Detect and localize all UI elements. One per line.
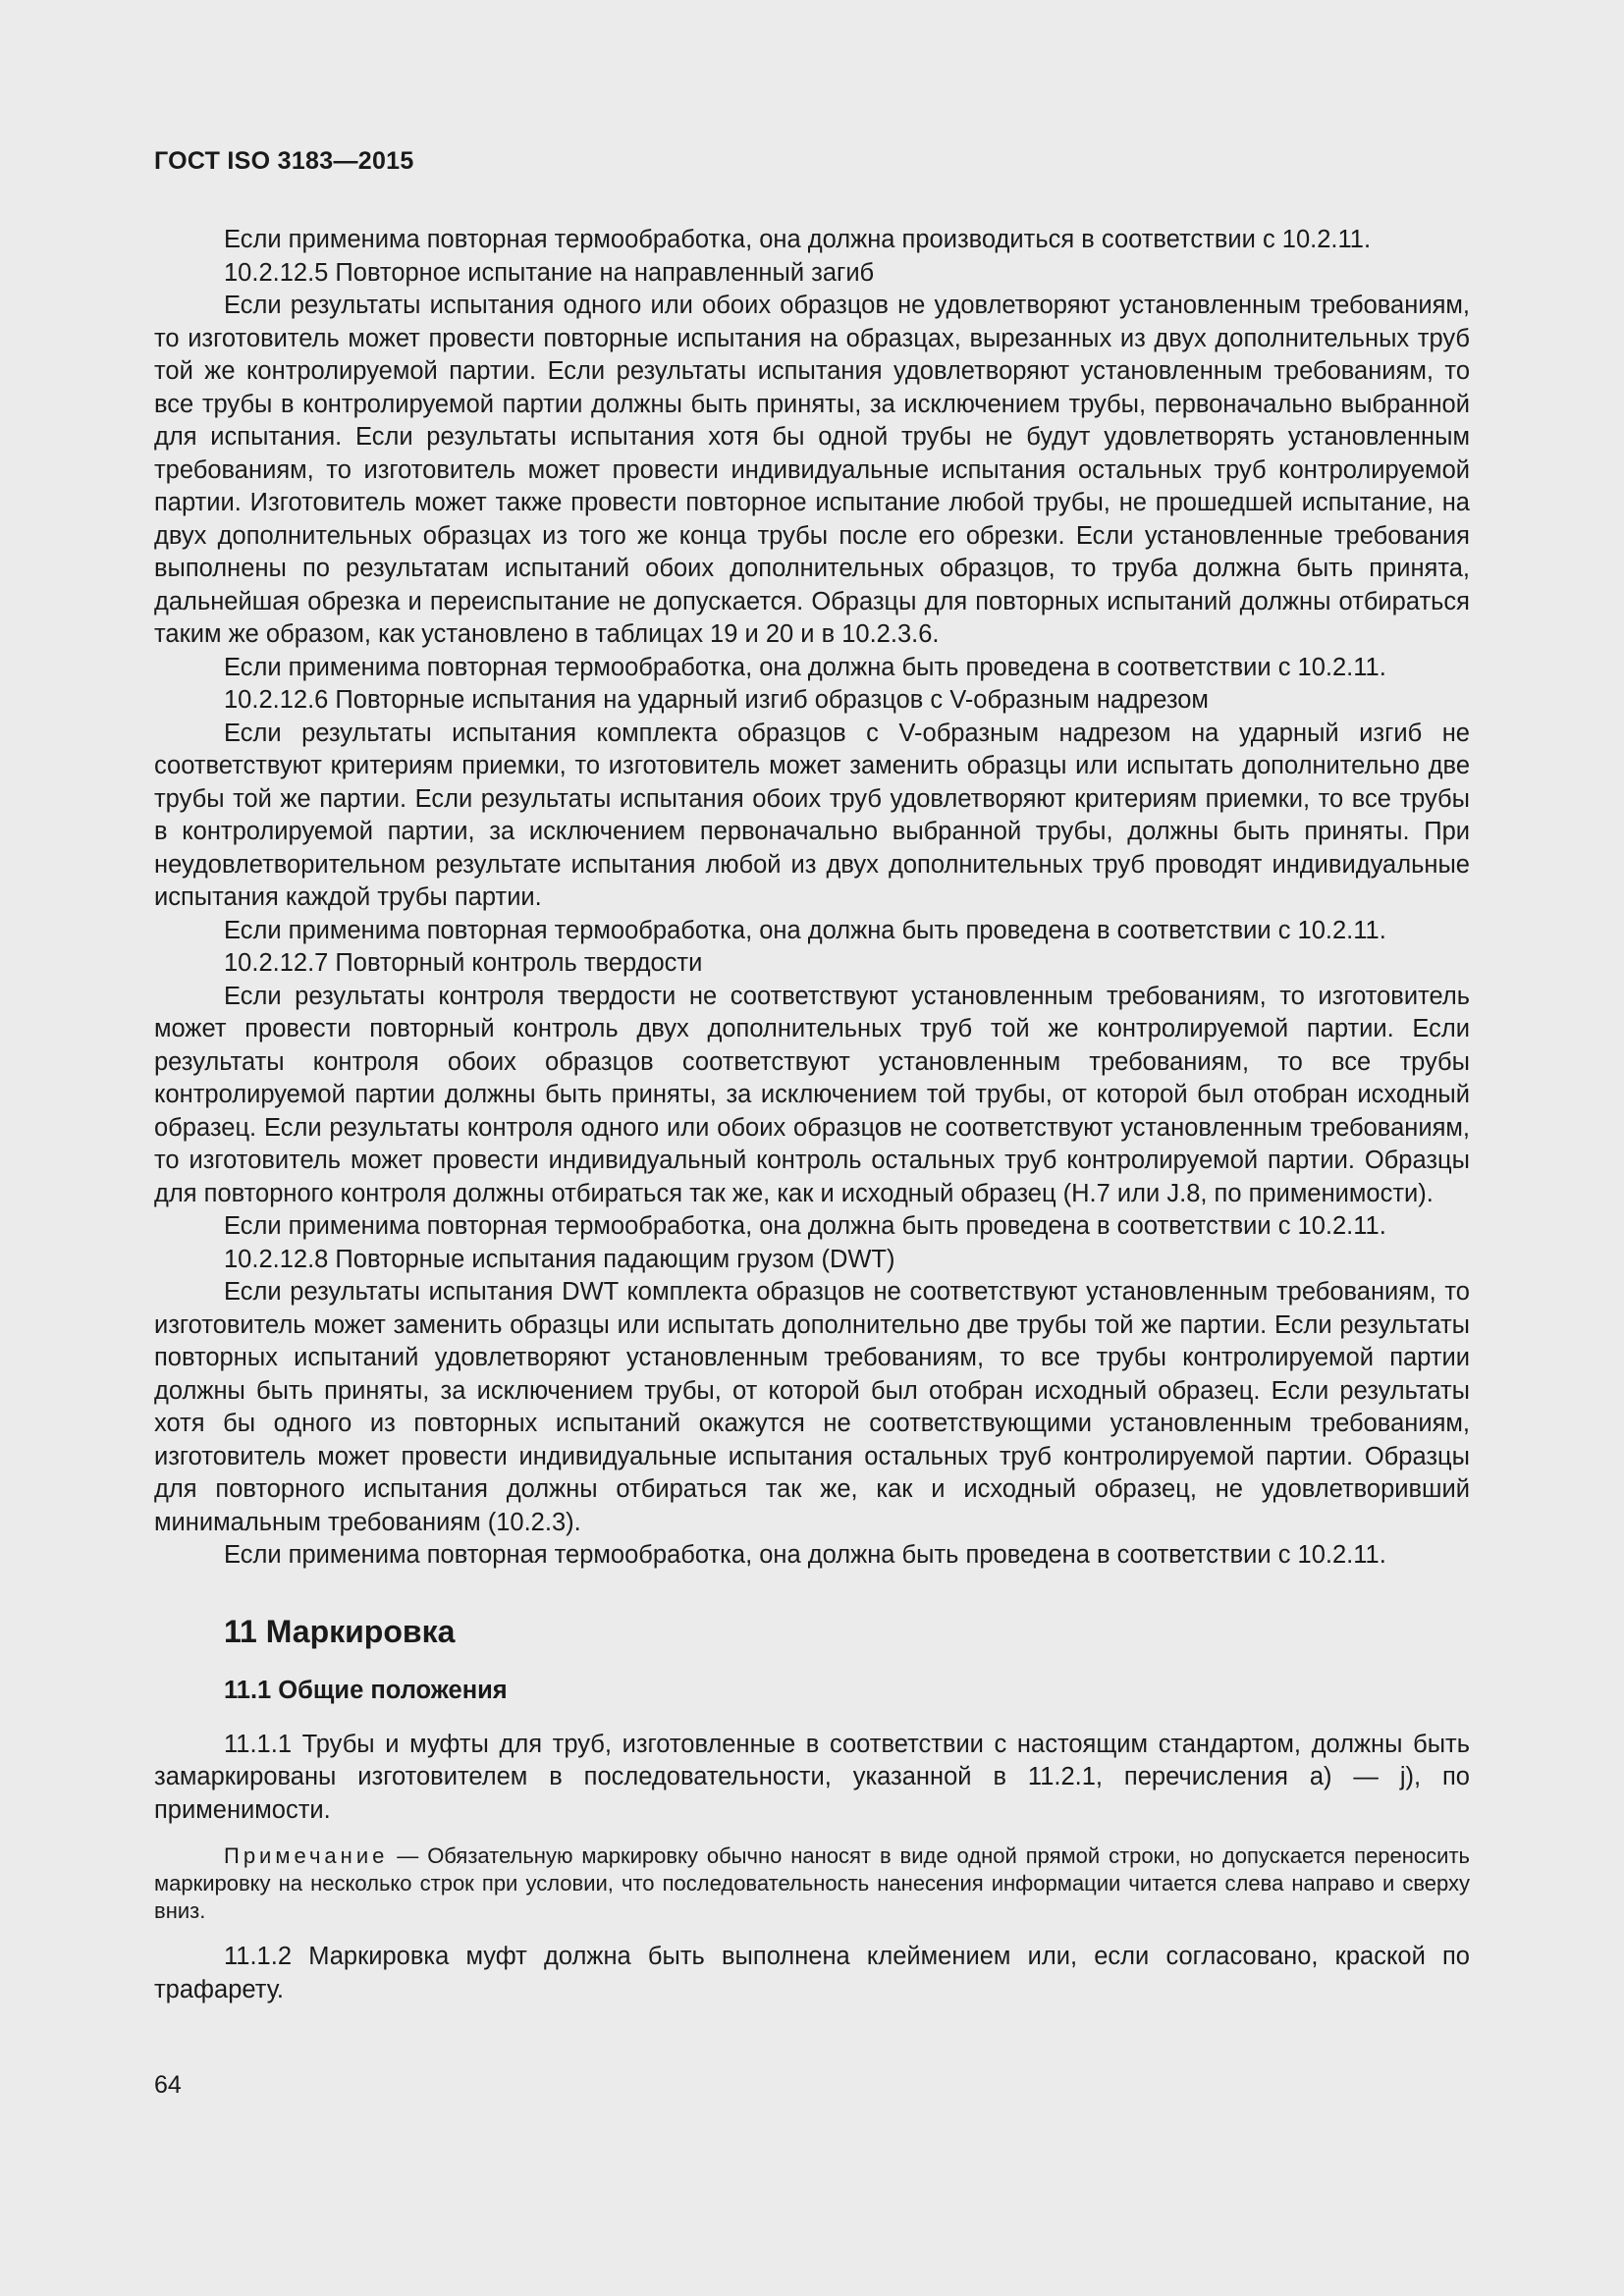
subsection-title: 11.1 Общие положения bbox=[224, 1676, 508, 1704]
paragraph: Если применима повторная термообработка, она должна быть проведена в соответствии с 10.2.11. bbox=[224, 1541, 1386, 1569]
paragraph: Если результаты испытания комплекта образцов с V-образным надрезом на ударный изгиб не соответствуют критериям приемки, то изготовитель может заменить образцы или испытать дополнительно две трубы той же партии. Если результаты испытания обоих труб удовлетворяют критериям приемки, то все трубы в контролируемой партии, за исключением первоначально выбранной трубы, должны быть приняты. При неудовлетворительном результате испытания любой из двух дополнительных труб проводят индивидуальные испытания каждой трубы партии. bbox=[154, 719, 1470, 911]
document-body bbox=[154, 224, 1470, 2006]
paragraph: 11.1.2 Маркировка муфт должна быть выполнена клеймением или, если согласовано, краской по трафарету. bbox=[154, 1943, 1470, 2003]
note-label: Примечание bbox=[224, 1843, 389, 1868]
paragraph: Если применима повторная термообработка, она должна быть проведена в соответствии с 10.2.11. bbox=[224, 916, 1386, 944]
paragraph: Если результаты контроля твердости не соответствуют установленным требованиям, то изготовитель может провести повторный контроль двух дополнительных труб той же контролируемой партии. Если результаты контроля обоих образцов соответствуют установленным требованиям, то все трубы контролируемой партии должны быть приняты, за исключением той трубы, от которой был отобран исходный образец. Если результаты контроля одного или обоих образцов не соответствуют установленным требованиям, то изготовитель может провести индивидуальный контроль остальных труб контролируемой партии. Образцы для повторного контроля должны отбираться так же, как и исходный образец (H.7 или J.8, по применимости). bbox=[154, 982, 1470, 1207]
page-number: 64 bbox=[154, 2071, 182, 2099]
paragraph: 11.1.1 Трубы и муфты для труб, изготовленные в соответствии с настоящим стандартом, должны быть замаркированы изготовителем в последовательности, указанной в 11.2.1, перечисления а) — j), по применимости. bbox=[154, 1730, 1470, 1824]
paragraph: Если результаты испытания одного или обоих образцов не удовлетворяют установленным требованиям, то изготовитель может провести повторные испытания на образцах, вырезанных из двух дополнительных труб той же контролируемой партии. Если результаты испытания удовлетворяют установленным требованиям, то все трубы в контролируемой партии должны быть приняты, за исключением трубы, первоначально выбранной для испытания. Если результаты испытания хотя бы одной трубы не будут удовлетворять установленным требованиям, то изготовитель может провести индивидуальные испытания остальных труб контролируемой партии. Изготовитель может также провести повторное испытание любой трубы, не прошедшей испытание, на двух дополнительных образцах из того же конца трубы после его обрезки. Если установленные требования выполнены по результатам испытаний обоих дополнительных образцов, то труба должна быть принята, дальнейшая обрезка и переиспытание не допускается. Образцы для повторных испытаний должны отбираться таким же образом, как установлено в таблицах 19 и 20 и в 10.2.3.6. bbox=[154, 292, 1470, 648]
note bbox=[154, 1842, 1470, 1925]
paragraph: Если результаты испытания DWT комплекта образцов не соответствуют установленным требованиям, то изготовитель может заменить образцы или испытать дополнительно две трубы той же партии. Если результаты повторных испытаний удовлетворяют установленным требованиям, то все трубы контролируемой партии должны быть приняты, за исключением трубы, от которой был отобран исходный образец. Если результаты хотя бы одного из повторных испытаний окажутся не соответствующими установленным требованиям, изготовитель может провести индивидуальные испытания остальных труб контролируемой партии. Образцы для повторного испытания должны отбираться так же, как и исходный образец, не удовлетворивший минимальным требованиям (10.2.3). bbox=[154, 1278, 1470, 1536]
document-header: ГОСТ ISO 3183—2015 bbox=[154, 147, 414, 175]
clause-heading-10-2-12-6: 10.2.12.6 Повторные испытания на ударный изгиб образцов с V-образным надрезом bbox=[224, 686, 1209, 714]
paragraph: Если применима повторная термообработка, она должна быть проведена в соответствии с 10.2.11. bbox=[224, 1212, 1386, 1240]
note-text: — Обязательную маркировку обычно наносят в виде одной прямой строки, но допускается переносить маркировку на несколько строк при условии, что последовательность нанесения информации читается слева направо и сверху вниз. bbox=[154, 1843, 1470, 1923]
paragraph: Если применима повторная термообработка, она должна быть проведена в соответствии с 10.2.11. bbox=[224, 653, 1386, 681]
clause-heading-10-2-12-7: 10.2.12.7 Повторный контроль твердости bbox=[224, 949, 703, 977]
clause-heading-10-2-12-8: 10.2.12.8 Повторные испытания падающим грузом (DWT) bbox=[224, 1245, 895, 1273]
clause-heading-10-2-12-5: 10.2.12.5 Повторное испытание на направленный загиб bbox=[224, 258, 875, 287]
paragraph: Если применима повторная термообработка, она должна производиться в соответствии с 10.2.11. bbox=[224, 226, 1372, 253]
section-title: 11 Маркировка bbox=[224, 1613, 456, 1649]
